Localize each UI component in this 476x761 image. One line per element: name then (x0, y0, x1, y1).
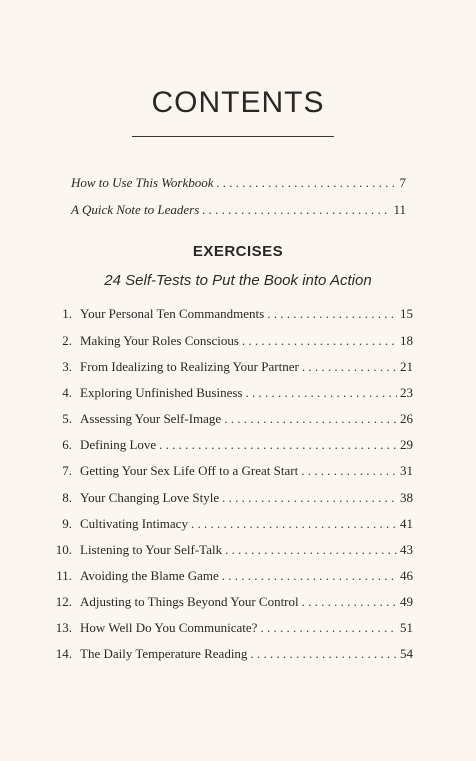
dot-leader (250, 646, 397, 662)
toc-entry-exercise-13[interactable] (44, 620, 413, 636)
toc-entry-front-2[interactable] (71, 202, 406, 218)
dot-leader (242, 333, 397, 349)
toc-entry-number: 2. (62, 333, 72, 348)
toc-entry-number: 4. (62, 385, 72, 400)
toc-entry-label: Avoiding the Blame Game (80, 568, 219, 583)
section-heading: EXERCISES (192, 243, 284, 260)
toc-entry-number: 9. (62, 516, 72, 531)
toc-entry-number: 3. (62, 359, 72, 374)
toc-entry-label: Adjusting to Things Beyond Your Control (80, 594, 299, 609)
toc-entry-number: 8. (62, 490, 72, 505)
toc-entry-page: 26 (400, 411, 413, 426)
toc-entry-label: How Well Do You Communicate? (80, 620, 258, 635)
toc-entry-number: 6. (62, 437, 72, 452)
toc-entry-page: 7 (399, 175, 406, 190)
dot-leader (222, 568, 397, 584)
toc-entry-exercise-5[interactable] (44, 411, 413, 427)
toc-entry-page: 21 (400, 359, 413, 374)
toc-entry-page: 41 (400, 516, 413, 531)
dot-leader (222, 490, 397, 506)
dot-leader (302, 359, 397, 375)
dot-leader (217, 175, 397, 191)
toc-entry-number: 5. (62, 411, 72, 426)
toc-entry-front-1[interactable] (71, 175, 406, 191)
toc-entry-exercise-10[interactable] (44, 542, 413, 558)
toc-entry-exercise-7[interactable] (44, 463, 413, 479)
dot-leader (225, 542, 397, 558)
toc-entry-exercise-8[interactable] (44, 490, 413, 506)
toc-entry-page: 49 (400, 594, 413, 609)
toc-entry-label: The Daily Temperature Reading (80, 646, 248, 661)
toc-entry-page: 31 (400, 463, 413, 478)
toc-entry-exercise-4[interactable] (44, 385, 413, 401)
toc-entry-number: 1. (62, 306, 72, 321)
toc-entry-exercise-12[interactable] (44, 594, 413, 610)
toc-entry-number: 13. (55, 620, 72, 635)
toc-entry-label: Getting Your Sex Life Off to a Great Start (80, 463, 299, 478)
dot-leader (302, 594, 397, 610)
toc-entry-exercise-14[interactable] (44, 646, 413, 662)
toc-entry-page: 54 (400, 646, 413, 661)
dot-leader (159, 437, 397, 453)
toc-entry-label: A Quick Note to Leaders (71, 202, 200, 217)
toc-entry-page: 15 (400, 306, 413, 321)
dot-leader (191, 516, 397, 532)
dot-leader (224, 411, 397, 427)
section-subheading: 24 Self-Tests to Put the Book into Action (104, 272, 372, 289)
toc-entry-exercise-2[interactable] (44, 333, 413, 349)
dot-leader (246, 385, 398, 401)
toc-entry-exercise-9[interactable] (44, 516, 413, 532)
toc-entry-page: 18 (400, 333, 413, 348)
toc-entry-page: 29 (400, 437, 413, 452)
toc-entry-label: Cultivating Intimacy (80, 516, 188, 531)
dot-leader (267, 306, 397, 322)
toc-entry-page: 23 (400, 385, 413, 400)
toc-entry-label: From Idealizing to Realizing Your Partner (80, 359, 299, 374)
toc-entry-exercise-3[interactable] (44, 359, 413, 375)
dot-leader (260, 620, 397, 636)
dot-leader (301, 463, 397, 479)
toc-entry-number: 11. (56, 568, 72, 583)
toc-entry-page: 46 (400, 568, 413, 583)
toc-entry-page: 43 (400, 542, 413, 557)
toc-entry-label: Your Personal Ten Commandments (80, 306, 265, 321)
toc-entry-label: Assessing Your Self-Image (80, 411, 222, 426)
toc-entry-page: 11 (393, 202, 406, 217)
toc-entry-exercise-6[interactable] (44, 437, 413, 453)
page-title: CONTENTS (151, 86, 325, 119)
toc-entry-number: 10. (55, 542, 72, 557)
toc-entry-label: Listening to Your Self-Talk (80, 542, 223, 557)
toc-entry-label: Your Changing Love Style (80, 490, 220, 505)
toc-entry-page: 51 (400, 620, 413, 635)
title-divider (132, 136, 334, 137)
toc-entry-page: 38 (400, 490, 413, 505)
toc-entry-number: 7. (62, 463, 72, 478)
toc-entry-label: Exploring Unfinished Business (80, 385, 243, 400)
toc-entry-label: Making Your Roles Conscious (80, 333, 239, 348)
toc-entry-exercise-11[interactable] (44, 568, 413, 584)
toc-entry-label: How to Use This Workbook (71, 175, 214, 190)
toc-entry-number: 14. (55, 646, 72, 661)
toc-entry-exercise-1[interactable] (44, 306, 413, 322)
dot-leader (202, 202, 390, 218)
toc-entry-number: 12. (55, 594, 72, 609)
toc-entry-label: Defining Love (80, 437, 157, 452)
